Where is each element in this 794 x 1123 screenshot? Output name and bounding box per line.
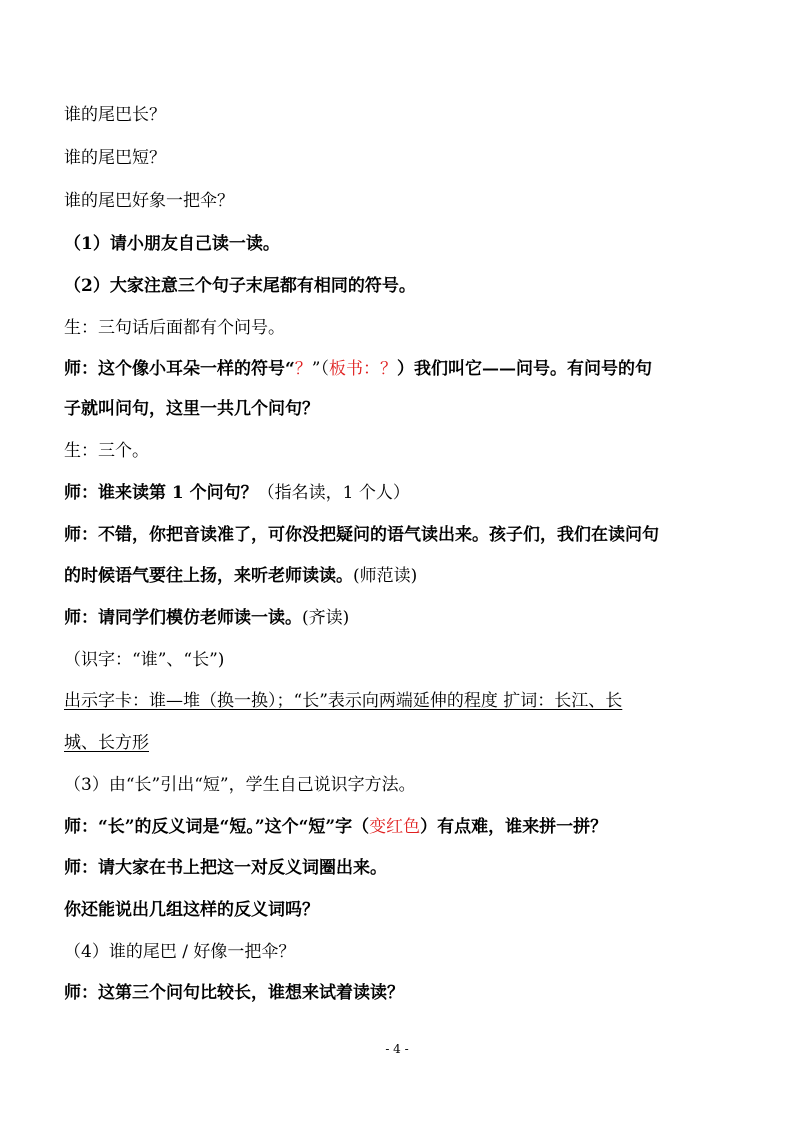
- teacher-feedback-line: 师：不错，你把音读准了，可你没把疑问的语气读出来。孩子们，我们在读问句: [64, 525, 659, 545]
- teacher-text-cont: ）我们叫它——问号。有问号的句: [396, 359, 652, 379]
- teacher-text-cont: ）有点难，谁来拼一拼？: [420, 817, 608, 837]
- word-card-line: 出示字卡：谁—堆（换一换）；“长”表示向两端延伸的程度 扩词：长江、长: [64, 691, 623, 711]
- teacher-question-mark-line: [64, 357, 652, 381]
- step-1-line: （1）请小朋友自己读一读。: [64, 234, 280, 254]
- quote-paren: ”（: [311, 359, 329, 379]
- step-4-line: （4）谁的尾巴 / 好像一把伞？: [64, 942, 296, 962]
- board-note: 板书：？: [328, 359, 397, 379]
- student-answer-three: 生：三个。: [64, 441, 149, 461]
- teacher-question-mark-line-cont: 子就叫问句，这里一共几个问句？: [64, 399, 319, 419]
- teacher-text: 师：这个像小耳朵一样的符号“: [64, 359, 295, 379]
- step-2-line: （2）大家注意三个句子末尾都有相同的符号。: [64, 276, 416, 296]
- teacher-text: 的时候语气要往上扬，来听老师读读。: [64, 566, 353, 586]
- stage-note: (齐读): [302, 608, 350, 628]
- question-line-umbrella-tail: 谁的尾巴好象一把伞？: [64, 191, 234, 211]
- red-note: 变红色: [369, 817, 421, 837]
- question-line-long-tail: 谁的尾巴长？: [64, 105, 166, 125]
- teacher-text: 师：请同学们模仿老师读一读。: [64, 608, 302, 628]
- teacher-antonym-line: [64, 815, 607, 839]
- teacher-read-first-line: [64, 481, 410, 505]
- literacy-note-line: （识字：“谁”、“长”): [64, 650, 225, 670]
- teacher-text: 师：“长”的反义词是“短。”这个“短”字（: [64, 817, 370, 837]
- question-mark-red: ？: [294, 359, 312, 379]
- word-card-line-cont: 城、长方形: [64, 733, 149, 753]
- teacher-text: 师：谁来读第 1 个问句？: [64, 483, 258, 503]
- teacher-feedback-line-cont: [64, 564, 417, 588]
- step-3-line: （3）由“长”引出“短”，学生自己说识字方法。: [64, 775, 416, 795]
- teacher-third-question-line: 师：这第三个问句比较长，谁想来试着读读？: [64, 983, 404, 1003]
- student-answer-line: 生：三句话后面都有个问号。: [64, 318, 285, 338]
- teacher-imitate-line: [64, 606, 349, 630]
- page-number: - 4 -: [385, 1042, 409, 1056]
- stage-note: （指名读，1 个人）: [257, 483, 410, 503]
- teacher-circle-line: 师：请大家在书上把这一对反义词圈出来。: [64, 858, 387, 878]
- stage-note: (师范读): [353, 566, 418, 586]
- question-line-short-tail: 谁的尾巴短？: [64, 148, 166, 168]
- antonym-question-line: 你还能说出几组这样的反义词吗？: [64, 900, 319, 920]
